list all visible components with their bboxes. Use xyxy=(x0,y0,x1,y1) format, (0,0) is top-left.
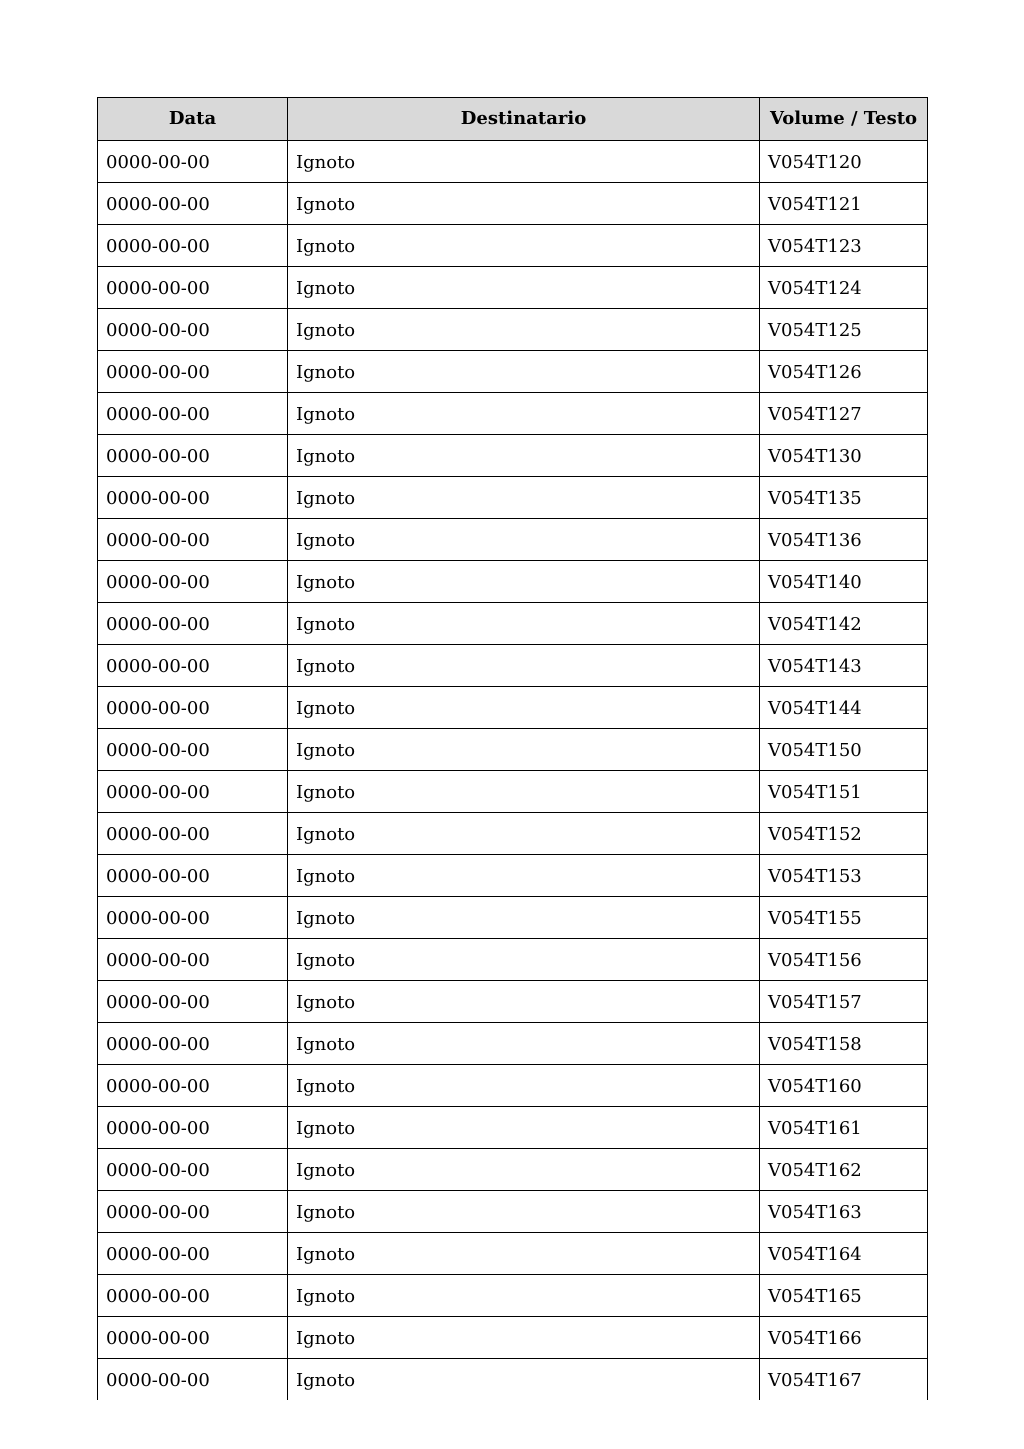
column-header-volume-testo: Volume / Testo xyxy=(760,98,928,141)
cell-volume-testo: V054T135 xyxy=(760,477,928,519)
cell-destinatario: Ignoto xyxy=(288,687,760,729)
cell-data: 0000-00-00 xyxy=(98,435,288,477)
cell-data: 0000-00-00 xyxy=(98,1275,288,1317)
cell-destinatario: Ignoto xyxy=(288,1359,760,1401)
cell-volume-testo: V054T136 xyxy=(760,519,928,561)
cell-volume-testo: V054T160 xyxy=(760,1065,928,1107)
cell-volume-testo: V054T158 xyxy=(760,1023,928,1065)
table-row xyxy=(98,225,928,267)
cell-volume-testo: V054T140 xyxy=(760,561,928,603)
cell-volume-testo: V054T130 xyxy=(760,435,928,477)
cell-volume-testo: V054T155 xyxy=(760,897,928,939)
table-row xyxy=(98,813,928,855)
cell-data: 0000-00-00 xyxy=(98,477,288,519)
cell-volume-testo: V054T161 xyxy=(760,1107,928,1149)
cell-data: 0000-00-00 xyxy=(98,1359,288,1401)
table-row xyxy=(98,393,928,435)
table-row xyxy=(98,771,928,813)
table-body xyxy=(98,141,928,1401)
table-row xyxy=(98,939,928,981)
cell-data: 0000-00-00 xyxy=(98,939,288,981)
cell-destinatario: Ignoto xyxy=(288,981,760,1023)
table-row xyxy=(98,1065,928,1107)
cell-destinatario: Ignoto xyxy=(288,267,760,309)
header-row xyxy=(98,98,928,141)
cell-volume-testo: V054T167 xyxy=(760,1359,928,1401)
table-row xyxy=(98,645,928,687)
cell-destinatario: Ignoto xyxy=(288,855,760,897)
cell-volume-testo: V054T144 xyxy=(760,687,928,729)
cell-volume-testo: V054T124 xyxy=(760,267,928,309)
table-row xyxy=(98,141,928,183)
table-row xyxy=(98,477,928,519)
cell-volume-testo: V054T150 xyxy=(760,729,928,771)
cell-data: 0000-00-00 xyxy=(98,393,288,435)
cell-data: 0000-00-00 xyxy=(98,183,288,225)
cell-volume-testo: V054T153 xyxy=(760,855,928,897)
cell-destinatario: Ignoto xyxy=(288,897,760,939)
cell-volume-testo: V054T120 xyxy=(760,141,928,183)
cell-data: 0000-00-00 xyxy=(98,729,288,771)
cell-data: 0000-00-00 xyxy=(98,519,288,561)
table-row xyxy=(98,687,928,729)
cell-destinatario: Ignoto xyxy=(288,813,760,855)
cell-data: 0000-00-00 xyxy=(98,1107,288,1149)
cell-volume-testo: V054T125 xyxy=(760,309,928,351)
cell-data: 0000-00-00 xyxy=(98,981,288,1023)
cell-data: 0000-00-00 xyxy=(98,141,288,183)
cell-destinatario: Ignoto xyxy=(288,351,760,393)
cell-destinatario: Ignoto xyxy=(288,1023,760,1065)
cell-volume-testo: V054T162 xyxy=(760,1149,928,1191)
cell-destinatario: Ignoto xyxy=(288,561,760,603)
cell-destinatario: Ignoto xyxy=(288,1149,760,1191)
cell-volume-testo: V054T152 xyxy=(760,813,928,855)
cell-data: 0000-00-00 xyxy=(98,1065,288,1107)
table-row xyxy=(98,519,928,561)
cell-destinatario: Ignoto xyxy=(288,729,760,771)
table-row xyxy=(98,1149,928,1191)
table-row xyxy=(98,309,928,351)
cell-volume-testo: V054T142 xyxy=(760,603,928,645)
table-row xyxy=(98,1233,928,1275)
cell-destinatario: Ignoto xyxy=(288,393,760,435)
cell-volume-testo: V054T163 xyxy=(760,1191,928,1233)
cell-destinatario: Ignoto xyxy=(288,141,760,183)
table-row xyxy=(98,267,928,309)
cell-data: 0000-00-00 xyxy=(98,1149,288,1191)
cell-data: 0000-00-00 xyxy=(98,1023,288,1065)
cell-destinatario: Ignoto xyxy=(288,1317,760,1359)
cell-volume-testo: V054T166 xyxy=(760,1317,928,1359)
table-row xyxy=(98,351,928,393)
cell-destinatario: Ignoto xyxy=(288,1191,760,1233)
letters-table xyxy=(97,97,928,1400)
table-row xyxy=(98,435,928,477)
cell-volume-testo: V054T151 xyxy=(760,771,928,813)
cell-data: 0000-00-00 xyxy=(98,897,288,939)
cell-data: 0000-00-00 xyxy=(98,225,288,267)
cell-destinatario: Ignoto xyxy=(288,477,760,519)
table-header xyxy=(98,98,928,141)
cell-data: 0000-00-00 xyxy=(98,267,288,309)
cell-data: 0000-00-00 xyxy=(98,1191,288,1233)
cell-volume-testo: V054T165 xyxy=(760,1275,928,1317)
table-row xyxy=(98,1023,928,1065)
cell-destinatario: Ignoto xyxy=(288,519,760,561)
cell-destinatario: Ignoto xyxy=(288,1275,760,1317)
column-header-data: Data xyxy=(98,98,288,141)
cell-destinatario: Ignoto xyxy=(288,225,760,267)
table-row xyxy=(98,729,928,771)
cell-data: 0000-00-00 xyxy=(98,1233,288,1275)
column-header-destinatario: Destinatario xyxy=(288,98,760,141)
cell-destinatario: Ignoto xyxy=(288,1233,760,1275)
table-row xyxy=(98,1317,928,1359)
table-row xyxy=(98,897,928,939)
cell-destinatario: Ignoto xyxy=(288,435,760,477)
cell-volume-testo: V054T157 xyxy=(760,981,928,1023)
cell-volume-testo: V054T127 xyxy=(760,393,928,435)
cell-destinatario: Ignoto xyxy=(288,939,760,981)
cell-volume-testo: V054T126 xyxy=(760,351,928,393)
cell-data: 0000-00-00 xyxy=(98,645,288,687)
table-row xyxy=(98,981,928,1023)
cell-data: 0000-00-00 xyxy=(98,687,288,729)
table-row xyxy=(98,1191,928,1233)
table-row xyxy=(98,1107,928,1149)
cell-volume-testo: V054T143 xyxy=(760,645,928,687)
cell-data: 0000-00-00 xyxy=(98,309,288,351)
table-row xyxy=(98,855,928,897)
table-row xyxy=(98,1275,928,1317)
cell-volume-testo: V054T156 xyxy=(760,939,928,981)
cell-data: 0000-00-00 xyxy=(98,603,288,645)
cell-data: 0000-00-00 xyxy=(98,771,288,813)
cell-destinatario: Ignoto xyxy=(288,603,760,645)
cell-destinatario: Ignoto xyxy=(288,645,760,687)
cell-volume-testo: V054T121 xyxy=(760,183,928,225)
cell-destinatario: Ignoto xyxy=(288,183,760,225)
cell-volume-testo: V054T123 xyxy=(760,225,928,267)
cell-data: 0000-00-00 xyxy=(98,1317,288,1359)
cell-data: 0000-00-00 xyxy=(98,561,288,603)
cell-destinatario: Ignoto xyxy=(288,1107,760,1149)
cell-data: 0000-00-00 xyxy=(98,813,288,855)
cell-volume-testo: V054T164 xyxy=(760,1233,928,1275)
cell-destinatario: Ignoto xyxy=(288,771,760,813)
table-row xyxy=(98,183,928,225)
cell-destinatario: Ignoto xyxy=(288,1065,760,1107)
cell-destinatario: Ignoto xyxy=(288,309,760,351)
table-row xyxy=(98,561,928,603)
table-row xyxy=(98,1359,928,1401)
cell-data: 0000-00-00 xyxy=(98,855,288,897)
cell-data: 0000-00-00 xyxy=(98,351,288,393)
table-row xyxy=(98,603,928,645)
